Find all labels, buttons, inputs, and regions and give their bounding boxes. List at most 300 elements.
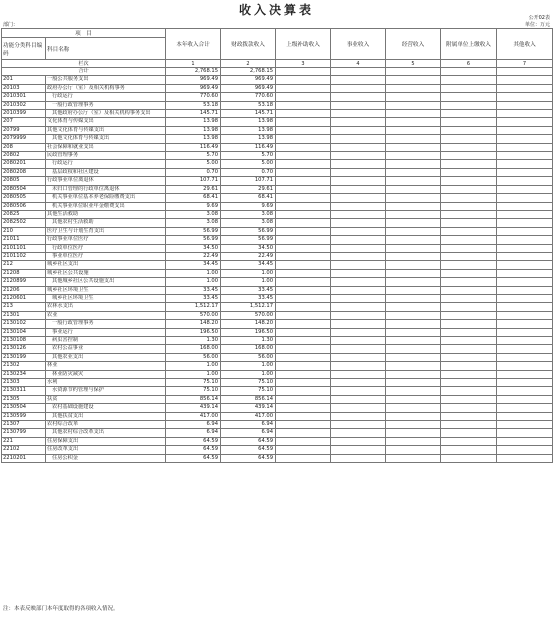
empty-cell	[331, 236, 386, 244]
empty-cell	[386, 286, 441, 294]
empty-cell	[386, 412, 441, 420]
empty-cell	[276, 118, 331, 126]
empty-cell	[441, 93, 497, 101]
table-row	[2, 454, 553, 462]
name-cell: 事业单位医疗	[46, 252, 166, 260]
name-cell: 城乡社区环境卫生	[46, 286, 166, 294]
empty-cell	[497, 328, 553, 336]
empty-cell	[331, 101, 386, 109]
empty-cell	[331, 278, 386, 286]
empty-cell	[276, 404, 331, 412]
table-row	[2, 446, 553, 454]
department-label: 部门：	[3, 22, 19, 28]
code-cell: 2130599	[2, 412, 46, 420]
value-cell: 770.60	[221, 93, 276, 101]
empty-cell	[497, 421, 553, 429]
code-cell: 2130234	[2, 370, 46, 378]
empty-cell	[386, 294, 441, 302]
empty-cell	[441, 194, 497, 202]
value-cell: 64.59	[166, 446, 221, 454]
empty-cell	[441, 126, 497, 134]
empty-cell	[497, 261, 553, 269]
value-cell: 1.00	[221, 370, 276, 378]
value-cell: 53.18	[166, 101, 221, 109]
table-row	[2, 210, 553, 218]
empty-cell	[276, 412, 331, 420]
value-cell: 148.20	[166, 320, 221, 328]
empty-cell	[441, 387, 497, 395]
table-row	[2, 76, 553, 84]
empty-cell	[497, 252, 553, 260]
value-cell: 1.00	[221, 362, 276, 370]
empty-cell	[497, 353, 553, 361]
name-cell: 城乡社区支出	[46, 261, 166, 269]
value-cell: 75.10	[221, 387, 276, 395]
empty-cell	[441, 370, 497, 378]
empty-cell	[386, 126, 441, 134]
table-row	[2, 353, 553, 361]
value-cell: 5.70	[221, 152, 276, 160]
table-row	[2, 370, 553, 378]
project-header: 项 目	[2, 29, 166, 38]
value-cell: 3.08	[221, 210, 276, 218]
name-cell: 住房公积金	[46, 454, 166, 462]
table-row	[2, 429, 553, 437]
table-row	[2, 362, 553, 370]
col-header: 上级补助收入	[276, 29, 331, 60]
empty-cell	[386, 404, 441, 412]
value-cell: 13.98	[221, 126, 276, 134]
empty-cell	[276, 429, 331, 437]
empty-cell	[497, 236, 553, 244]
empty-cell	[497, 311, 553, 319]
footnote: 注：本表反映部门本年度取得的各项收入情况。	[3, 606, 119, 612]
empty-cell	[331, 252, 386, 260]
value-cell: 145.71	[166, 110, 221, 118]
code-cell: 20805	[2, 177, 46, 185]
empty-cell	[276, 227, 331, 235]
empty-cell	[276, 353, 331, 361]
code-cell: 2120899	[2, 278, 46, 286]
empty-cell	[276, 446, 331, 454]
name-cell: 机关事业单位职业年金缴费支出	[46, 202, 166, 210]
empty-cell	[497, 143, 553, 151]
name-cell: 行政事业单位离退休	[46, 177, 166, 185]
empty-cell	[276, 168, 331, 176]
empty-cell	[441, 84, 497, 92]
table-row	[2, 143, 553, 151]
value-cell: 856.14	[166, 395, 221, 403]
value-cell: 68.41	[221, 194, 276, 202]
value-cell: 1.00	[221, 269, 276, 277]
empty-cell	[331, 160, 386, 168]
empty-cell	[276, 185, 331, 193]
empty-cell	[386, 219, 441, 227]
empty-cell	[276, 370, 331, 378]
value-cell: 56.99	[166, 227, 221, 235]
value-cell: 6.94	[166, 429, 221, 437]
value-cell: 22.49	[166, 252, 221, 260]
name-cell: 未归口管理的行政单位离退休	[46, 185, 166, 193]
empty-cell	[276, 261, 331, 269]
empty-cell	[386, 202, 441, 210]
empty-cell	[276, 76, 331, 84]
empty-cell	[497, 194, 553, 202]
empty-cell	[441, 135, 497, 143]
empty-cell	[441, 429, 497, 437]
empty-cell	[497, 177, 553, 185]
value-cell: 969.49	[166, 84, 221, 92]
empty-cell	[331, 168, 386, 176]
empty-cell	[331, 269, 386, 277]
table-row	[2, 252, 553, 260]
empty-cell	[386, 261, 441, 269]
table-row	[2, 168, 553, 176]
code-cell: 2130504	[2, 404, 46, 412]
empty-cell	[276, 328, 331, 336]
name-cell: 行政事业单位医疗	[46, 236, 166, 244]
value-cell: 1.00	[221, 278, 276, 286]
empty-cell	[276, 202, 331, 210]
empty-cell	[497, 303, 553, 311]
empty-cell	[386, 135, 441, 143]
value-cell: 64.59	[166, 437, 221, 445]
value-cell: 33.45	[166, 294, 221, 302]
empty-cell	[276, 387, 331, 395]
value-cell: 417.00	[166, 412, 221, 420]
rowno-cell: 5	[386, 60, 441, 68]
name-cell: 一般行政管理事务	[46, 101, 166, 109]
table-row	[2, 421, 553, 429]
value-cell: 196.50	[221, 328, 276, 336]
name-cell: 事业运行	[46, 328, 166, 336]
empty-cell	[497, 126, 553, 134]
name-cell: 水资源节约管理与保护	[46, 387, 166, 395]
value-cell: 29.61	[221, 185, 276, 193]
empty-cell	[331, 294, 386, 302]
empty-cell	[386, 379, 441, 387]
empty-cell	[386, 320, 441, 328]
empty-cell	[276, 337, 331, 345]
value-cell: 1.00	[166, 362, 221, 370]
empty-cell	[441, 101, 497, 109]
code-cell: 2080201	[2, 160, 46, 168]
total-label: 合计	[2, 68, 166, 76]
empty-cell	[441, 152, 497, 160]
empty-cell	[276, 93, 331, 101]
empty-cell	[331, 362, 386, 370]
value-cell: 9.69	[221, 202, 276, 210]
empty-cell	[386, 421, 441, 429]
value-cell: 3.08	[221, 219, 276, 227]
name-cell: 其他扶贫支出	[46, 412, 166, 420]
empty-cell	[441, 252, 497, 260]
empty-cell	[497, 227, 553, 235]
empty-cell	[441, 168, 497, 176]
empty-cell	[276, 362, 331, 370]
empty-cell	[497, 395, 553, 403]
name-cell: 行政运行	[46, 160, 166, 168]
empty-cell	[331, 320, 386, 328]
empty-cell	[497, 84, 553, 92]
empty-cell	[331, 421, 386, 429]
code-cell: 2130108	[2, 337, 46, 345]
col-header: 附属单位上缴收入	[441, 29, 497, 60]
empty-cell	[497, 76, 553, 84]
name-cell: 一般行政管理事务	[46, 320, 166, 328]
table-row	[2, 294, 553, 302]
empty-cell	[331, 311, 386, 319]
empty-cell	[386, 227, 441, 235]
empty-cell	[276, 294, 331, 302]
empty-cell	[497, 387, 553, 395]
value-cell: 64.59	[221, 454, 276, 462]
value-cell: 148.20	[221, 320, 276, 328]
empty-cell	[331, 345, 386, 353]
code-cell: 2130311	[2, 387, 46, 395]
code-header: 功能分类科目编码	[2, 38, 46, 60]
empty-cell	[276, 437, 331, 445]
empty-cell	[497, 370, 553, 378]
code-cell: 20802	[2, 152, 46, 160]
empty-cell	[386, 152, 441, 160]
table-row	[2, 337, 553, 345]
empty-cell	[497, 337, 553, 345]
value-cell: 13.98	[221, 118, 276, 126]
rowno-cell: 3	[276, 60, 331, 68]
empty-cell	[386, 362, 441, 370]
empty-cell	[276, 278, 331, 286]
value-cell: 1.30	[221, 337, 276, 345]
empty-cell	[331, 152, 386, 160]
code-cell: 2080505	[2, 194, 46, 202]
code-cell: 21302	[2, 362, 46, 370]
empty-cell	[441, 294, 497, 302]
code-cell: 2082502	[2, 219, 46, 227]
col-header: 本年收入合计	[166, 29, 221, 60]
empty-cell	[276, 269, 331, 277]
empty-cell	[276, 160, 331, 168]
empty-cell	[276, 244, 331, 252]
name-cell: 城乡社区公共设施	[46, 269, 166, 277]
empty-cell	[386, 110, 441, 118]
code-cell: 2130102	[2, 320, 46, 328]
empty-cell	[441, 143, 497, 151]
empty-cell	[386, 252, 441, 260]
empty-cell	[331, 177, 386, 185]
empty-cell	[497, 437, 553, 445]
empty-cell	[497, 345, 553, 353]
empty-cell	[276, 84, 331, 92]
empty-cell	[497, 278, 553, 286]
empty-cell	[497, 135, 553, 143]
table-row	[2, 236, 553, 244]
empty-cell	[386, 395, 441, 403]
table-row	[2, 93, 553, 101]
code-cell: 208	[2, 143, 46, 151]
empty-cell	[497, 152, 553, 160]
empty-cell	[331, 412, 386, 420]
name-cell: 基层政权和社区建设	[46, 168, 166, 176]
empty-cell	[441, 454, 497, 462]
empty-cell	[331, 84, 386, 92]
value-cell: 107.71	[166, 177, 221, 185]
code-cell: 21206	[2, 286, 46, 294]
empty-cell	[331, 429, 386, 437]
value-cell: 1.00	[166, 370, 221, 378]
name-cell: 扶贫	[46, 395, 166, 403]
rowno-cell: 6	[441, 60, 497, 68]
rowno-cell: 2	[221, 60, 276, 68]
value-cell: 969.49	[221, 76, 276, 84]
value-cell: 33.45	[166, 286, 221, 294]
table-row	[2, 286, 553, 294]
code-cell: 2130104	[2, 328, 46, 336]
empty-cell	[441, 404, 497, 412]
value-cell: 969.49	[221, 84, 276, 92]
empty-cell	[276, 286, 331, 294]
value-cell: 107.71	[221, 177, 276, 185]
table-row	[2, 194, 553, 202]
table-row	[2, 177, 553, 185]
table-row	[2, 278, 553, 286]
empty-cell	[331, 446, 386, 454]
empty-cell	[441, 362, 497, 370]
value-cell: 29.61	[166, 185, 221, 193]
col-header: 财政拨款收入	[221, 29, 276, 60]
value-cell: 770.60	[166, 93, 221, 101]
code-cell: 2130799	[2, 429, 46, 437]
code-cell: 2120601	[2, 294, 46, 302]
empty-cell	[331, 379, 386, 387]
income-table	[1, 28, 553, 463]
empty-cell	[441, 421, 497, 429]
value-cell: 13.98	[166, 126, 221, 134]
code-cell: 2010302	[2, 101, 46, 109]
table-row	[2, 185, 553, 193]
empty-cell	[386, 303, 441, 311]
value-cell: 56.99	[166, 236, 221, 244]
code-cell: 213	[2, 303, 46, 311]
empty-cell	[441, 202, 497, 210]
empty-cell	[441, 328, 497, 336]
table-row	[2, 219, 553, 227]
empty-cell	[331, 370, 386, 378]
empty-cell	[276, 345, 331, 353]
empty-cell	[386, 311, 441, 319]
empty-cell	[276, 252, 331, 260]
empty-cell	[441, 353, 497, 361]
empty-cell	[331, 135, 386, 143]
empty-cell	[331, 76, 386, 84]
empty-cell	[331, 110, 386, 118]
name-cell: 林业防灾减灾	[46, 370, 166, 378]
code-cell: 212	[2, 261, 46, 269]
value-cell: 13.98	[166, 118, 221, 126]
value-cell: 56.00	[221, 353, 276, 361]
empty-cell	[497, 244, 553, 252]
code-cell: 2080506	[2, 202, 46, 210]
name-header: 科目名称	[46, 38, 166, 60]
empty-cell	[276, 303, 331, 311]
code-cell: 20103	[2, 84, 46, 92]
empty-cell	[331, 227, 386, 235]
value-cell: 3.08	[166, 219, 221, 227]
value-cell: 75.10	[221, 379, 276, 387]
name-cell: 其他文化体育与传媒支出	[46, 135, 166, 143]
empty-cell	[497, 185, 553, 193]
value-cell: 145.71	[221, 110, 276, 118]
empty-cell	[497, 404, 553, 412]
total-value: 2,768.15	[221, 68, 276, 76]
empty-cell	[441, 210, 497, 218]
empty-cell	[386, 118, 441, 126]
table-row	[2, 379, 553, 387]
value-cell: 33.45	[221, 294, 276, 302]
value-cell: 3.08	[166, 210, 221, 218]
value-cell: 1,512.17	[166, 303, 221, 311]
empty-cell	[441, 261, 497, 269]
table-row	[2, 303, 553, 311]
empty-cell	[386, 101, 441, 109]
value-cell: 34.50	[166, 244, 221, 252]
code-cell: 2010399	[2, 110, 46, 118]
empty-cell	[441, 110, 497, 118]
value-cell: 5.00	[221, 160, 276, 168]
code-cell: 20825	[2, 210, 46, 218]
empty-cell	[497, 412, 553, 420]
table-row	[2, 118, 553, 126]
empty-cell	[497, 294, 553, 302]
value-cell: 6.94	[166, 421, 221, 429]
empty-cell	[331, 337, 386, 345]
name-cell: 农村综合改革	[46, 421, 166, 429]
empty-cell	[497, 269, 553, 277]
empty-cell	[386, 437, 441, 445]
value-cell: 5.00	[166, 160, 221, 168]
empty-cell	[276, 194, 331, 202]
value-cell: 969.49	[166, 76, 221, 84]
col-header: 其他收入	[497, 29, 553, 60]
value-cell: 33.45	[221, 286, 276, 294]
empty-cell	[441, 320, 497, 328]
name-cell: 其他城乡社区公共设施支出	[46, 278, 166, 286]
rowno-cell: 1	[166, 60, 221, 68]
empty-cell	[386, 76, 441, 84]
name-cell: 住房改革支出	[46, 446, 166, 454]
empty-cell	[386, 84, 441, 92]
name-cell: 政府办公厅（室）及相关机构事务	[46, 84, 166, 92]
empty-cell	[276, 152, 331, 160]
empty-cell	[386, 269, 441, 277]
empty-cell	[276, 126, 331, 134]
empty-cell	[331, 126, 386, 134]
empty-cell	[331, 395, 386, 403]
code-cell: 221	[2, 437, 46, 445]
empty-cell	[331, 286, 386, 294]
table-row	[2, 328, 553, 336]
value-cell: 22.49	[221, 252, 276, 260]
table-body	[2, 68, 553, 463]
empty-cell	[331, 118, 386, 126]
empty-cell	[441, 337, 497, 345]
empty-cell	[276, 311, 331, 319]
value-cell: 13.98	[166, 135, 221, 143]
empty-cell	[441, 446, 497, 454]
value-cell: 68.41	[166, 194, 221, 202]
empty-cell	[441, 185, 497, 193]
empty-cell	[276, 421, 331, 429]
